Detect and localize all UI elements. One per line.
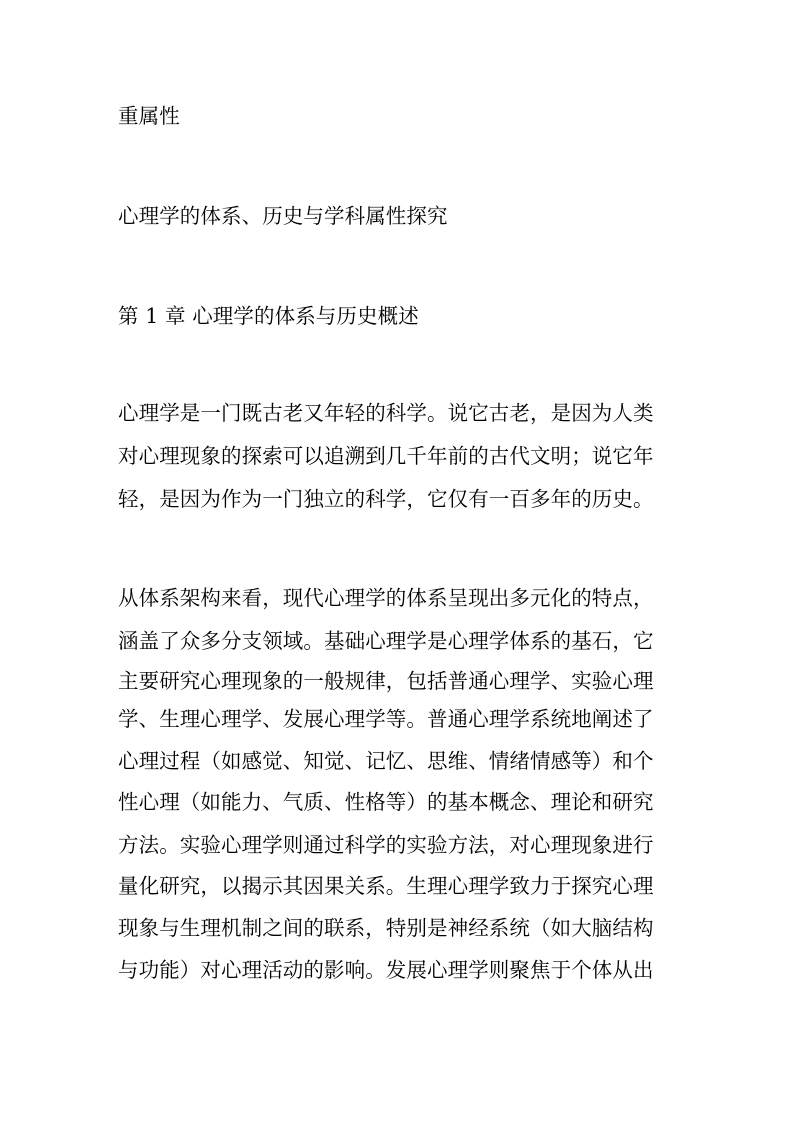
- paragraph-line: 主要研究心理现象的一般规律，包括普通心理学、实验心理: [118, 669, 654, 693]
- paragraph-line: 方法。实验心理学则通过科学的实验方法，对心理现象进行: [118, 833, 654, 857]
- paragraph-line: 学、生理心理学、发展心理学等。普通心理学系统地阐述了: [118, 707, 654, 731]
- paragraph-line: 与功能）对心理活动的影响。发展心理学则聚焦于个体从出: [118, 958, 654, 982]
- paragraph-line: 涵盖了众多分支领域。基础心理学是心理学体系的基石，它: [118, 629, 654, 653]
- paragraph-line: 心理学是一门既古老又年轻的科学。说它古老，是因为人类: [118, 401, 654, 425]
- paragraph-line: 性心理（如能力、气质、性格等）的基本概念、理论和研究: [118, 790, 654, 814]
- document-title: 心理学的体系、历史与学科属性探究: [118, 204, 448, 228]
- chapter-heading: 第 1 章 心理学的体系与历史概述: [118, 304, 419, 328]
- paragraph-line: 从体系架构来看，现代心理学的体系呈现出多元化的特点，: [118, 586, 654, 610]
- fragment-heading: 重属性: [118, 104, 180, 128]
- paragraph-line: 心理过程（如感觉、知觉、记忆、思维、情绪情感等）和个: [118, 749, 654, 773]
- paragraph-line: 现象与生理机制之间的联系，特别是神经系统（如大脑结构: [118, 916, 654, 940]
- paragraph-line: 对心理现象的探索可以追溯到几千年前的古代文明；说它年: [118, 444, 654, 468]
- paragraph-line: 量化研究，以揭示其因果关系。生理心理学致力于探究心理: [118, 874, 654, 898]
- paragraph-line: 轻，是因为作为一门独立的科学，它仅有一百多年的历史。: [118, 487, 654, 511]
